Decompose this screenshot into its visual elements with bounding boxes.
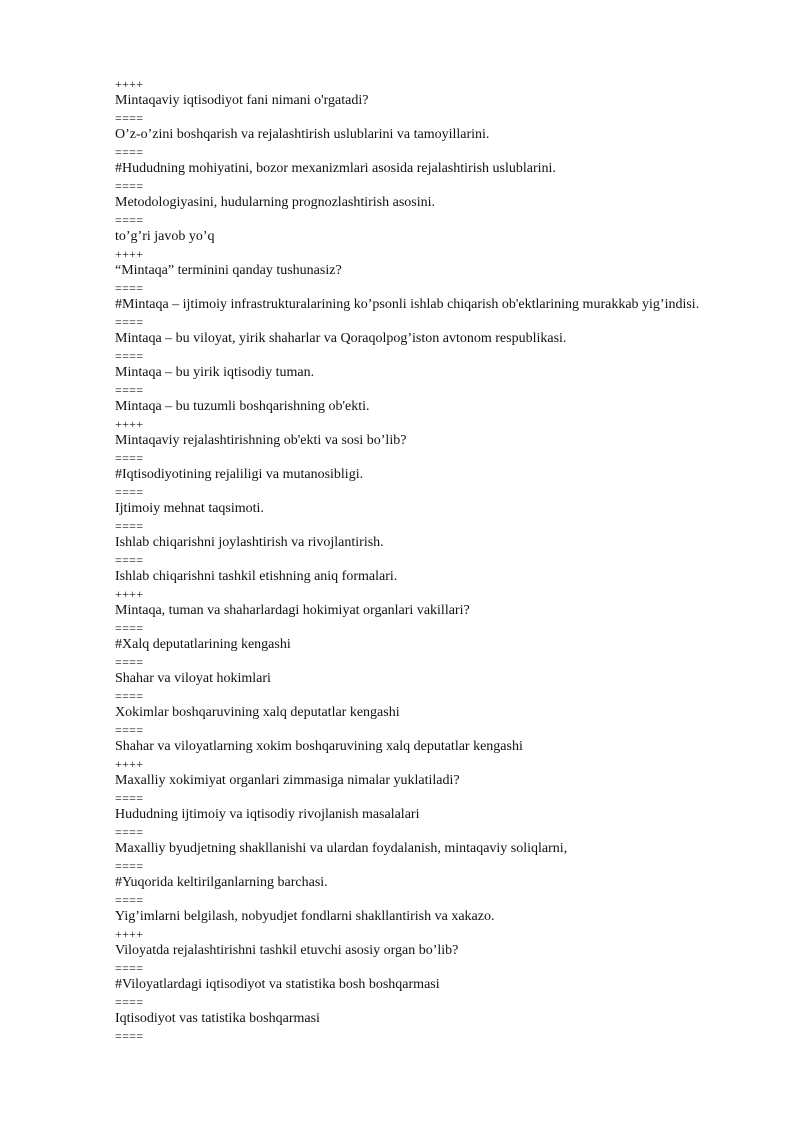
text-line: #Mintaqa – ijtimoiy infrastrukturalarining ko’psonli ishlab chiqarish ob'ektlarining murakkab yig’indisi. — [115, 297, 700, 312]
separator-line: ==== — [115, 349, 144, 363]
separator-line: ==== — [115, 791, 144, 805]
separator-line: ==== — [115, 1029, 144, 1043]
separator-line: ==== — [115, 859, 144, 873]
separator-line: ==== — [115, 519, 144, 533]
text-line: #Iqtisodiyotining rejaliligi va mutanosibligi. — [115, 467, 364, 482]
separator-line: ==== — [115, 553, 144, 567]
text-line: Maxalliy xokimiyat organlari zimmasiga nimalar yuklatiladi? — [115, 773, 460, 788]
text-line: #Xalq deputatlarining kengashi — [115, 637, 291, 652]
text-line: Shahar va viloyatlarning xokim boshqaruvining xalq deputatlar kengashi — [115, 739, 523, 754]
separator-line: ++++ — [115, 417, 144, 431]
text-line: Ishlab chiqarishni joylashtirish va rivojlantirish. — [115, 535, 384, 550]
text-line: “Mintaqa” terminini qanday tushunasiz? — [115, 263, 342, 278]
text-line: Mintaqa, tuman va shaharlardagi hokimiyat organlari vakillari? — [115, 603, 470, 618]
document-body — [115, 78, 785, 1042]
separator-line: ++++ — [115, 587, 144, 601]
text-line: to’g’ri javob yo’q — [115, 229, 215, 244]
separator-line: ==== — [115, 893, 144, 907]
separator-line: ++++ — [115, 757, 144, 771]
separator-line: ==== — [115, 825, 144, 839]
text-line: Mintaqaviy iqtisodiyot fani nimani o'rgatadi? — [115, 93, 369, 108]
separator-line: ==== — [115, 315, 144, 329]
text-line: Ijtimoiy mehnat taqsimoti. — [115, 501, 264, 516]
text-line: Maxalliy byudjetning shakllanishi va ulardan foydalanish, mintaqaviy soliqlarni, — [115, 841, 568, 856]
text-line: Viloyatda rejalashtirishni tashkil etuvchi asosiy organ bo’lib? — [115, 943, 459, 958]
separator-line: ==== — [115, 111, 144, 125]
separator-line: ==== — [115, 995, 144, 1009]
separator-line: ++++ — [115, 77, 144, 91]
text-line: #Hududning mohiyatini, bozor mexanizmlari asosida rejalashtirish uslublarini. — [115, 161, 556, 176]
separator-line: ++++ — [115, 247, 144, 261]
separator-line: ==== — [115, 451, 144, 465]
separator-line: ==== — [115, 179, 144, 193]
separator-line: ==== — [115, 723, 144, 737]
text-line: Mintaqa – bu viloyat, yirik shaharlar va Qoraqolpog’iston avtonom respublikasi. — [115, 331, 567, 346]
text-line: Ishlab chiqarishni tashkil etishning aniq formalari. — [115, 569, 398, 584]
separator-line: ==== — [115, 689, 144, 703]
text-line: Hududning ijtimoiy va iqtisodiy rivojlanish masalalari — [115, 807, 420, 822]
separator-line: ==== — [115, 383, 144, 397]
text-line: Mintaqa – bu yirik iqtisodiy tuman. — [115, 365, 315, 380]
separator-line: ==== — [115, 281, 144, 295]
text-line: Xokimlar boshqaruvining xalq deputatlar kengashi — [115, 705, 400, 720]
text-line: O’z-o’zini boshqarish va rejalashtirish uslublarini va tamoyillarini. — [115, 127, 490, 142]
text-line: Shahar va viloyat hokimlari — [115, 671, 271, 686]
separator-line: ==== — [115, 213, 144, 227]
text-line: Yig’imlarni belgilash, nobyudjet fondlarni shakllantirish va xakazo. — [115, 909, 495, 924]
separator-line: ==== — [115, 655, 144, 669]
text-line: Mintaqaviy rejalashtirishning ob'ekti va sosi bo’lib? — [115, 433, 407, 448]
text-line: #Viloyatlardagi iqtisodiyot va statistika bosh boshqarmasi — [115, 977, 440, 992]
separator-line: ==== — [115, 485, 144, 499]
separator-line: ++++ — [115, 927, 144, 941]
text-line: #Yuqorida keltirilganlarning barchasi. — [115, 875, 328, 890]
separator-line: ==== — [115, 961, 144, 975]
separator-line: ==== — [115, 145, 144, 159]
text-line: Metodologiyasini, hudularning prognozlashtirish asosini. — [115, 195, 436, 210]
text-line: Mintaqa – bu tuzumli boshqarishning ob'ekti. — [115, 399, 370, 414]
text-line: Iqtisodiyot vas tatistika boshqarmasi — [115, 1011, 320, 1026]
separator-line: ==== — [115, 621, 144, 635]
